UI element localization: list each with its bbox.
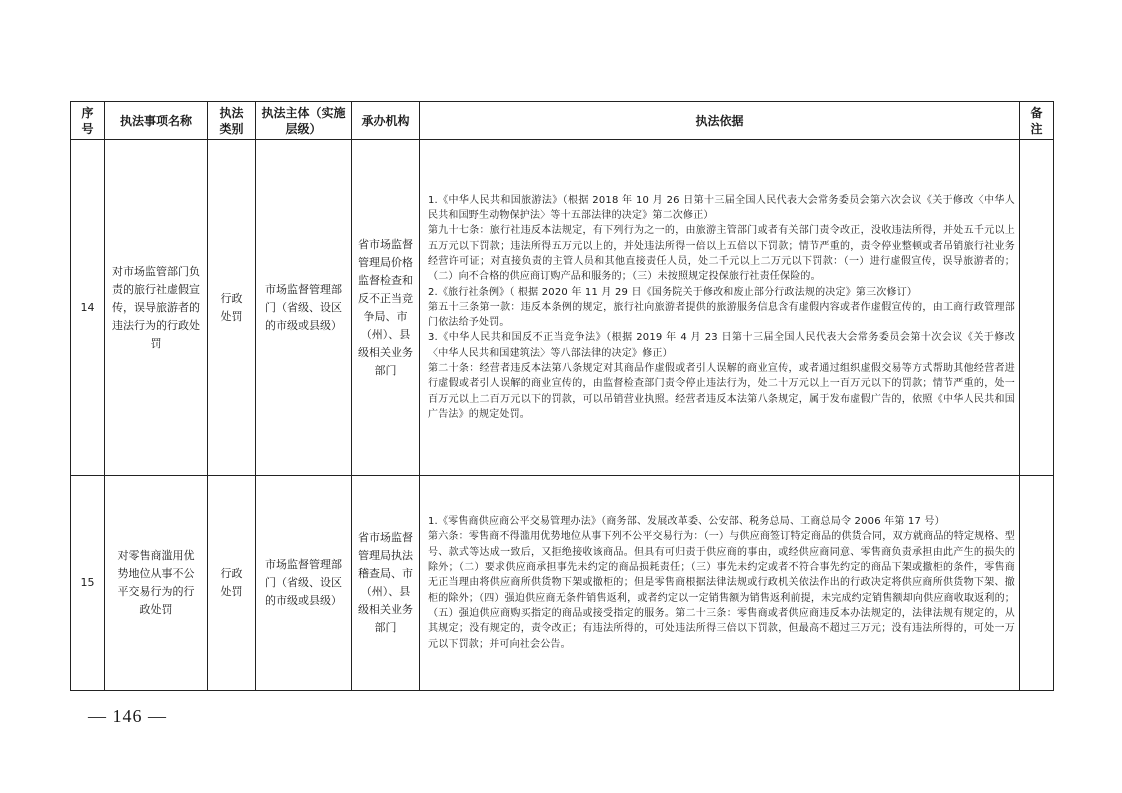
- basis-paragraph: 第九十七条：旅行社违反本法规定，有下列行为之一的，由旅游主管部门或者有关部门责令改正，没收违法所得，并处五千元以上五万元以下罚款；违法所得五万元以上的，并处违法所得一倍以上五倍以下罚款；情节严重的，责令停业整顿或者吊销旅行社业务经营许可证；对直接负责的主管人员和其他直接责任人员，处二千元以上二万元以下罚款：（一）进行虚假宣传，误导旅游者的；（二）向不合格的供应商订购产品和服务的；（三）未按照规定投保旅行社责任保险的。: [428, 225, 1015, 283]
- header-type: 执法类别: [208, 102, 256, 140]
- table-row: [71, 476, 1054, 691]
- cell-type: 行政处罚: [208, 140, 256, 476]
- table-row: [71, 140, 1054, 476]
- basis-paragraph: 3.《中华人民共和国反不正当竞争法》（根据 2019 年 4 月 23 日第十三届全国人民代表大会常务委员会第十次会议《关于修改〈中华人民共和国建筑法〉等八部法律的决定》修正）: [428, 332, 1015, 359]
- page-number: — 146 —: [88, 706, 167, 726]
- header-seq: 序号: [71, 102, 105, 140]
- cell-agency: 省市场监督管理局价格监督检查和反不正当竞争局、市（州）、县级相关业务部门: [352, 140, 420, 476]
- table-header-row: [71, 102, 1054, 140]
- cell-seq: 14: [71, 140, 105, 476]
- basis-paragraph: 第二十条：经营者违反本法第八条规定对其商品作虚假或者引人误解的商业宣传，或者通过组织虚假交易等方式帮助其他经营者进行虚假或者引人误解的商业宣传的，由监督检查部门责令停止违法行为，处二十万元以上一百万元以下的罚款；情节严重的，处一百万元以上二百万元以下的罚款，可以吊销营业执照。经营者违反本法第八条规定，属于发布虚假广告的，依照《中华人民共和国广告法》的规定处罚。: [428, 363, 1015, 420]
- basis-paragraph: 第五十三条第一款：违反本条例的规定，旅行社向旅游者提供的旅游服务信息含有虚假内容或者作虚假宣传的，由工商行政管理部门依法给予处罚。: [428, 301, 1015, 329]
- basis-paragraph: 2.《旅行社条例》（ 根据 2020 年 11 月 29 日《国务院关于修改和废止部分行政法规的决定》第三次修订）: [428, 286, 918, 298]
- cell-type: 行政处罚: [208, 476, 256, 691]
- header-subject: 执法主体（实施层级）: [256, 102, 352, 140]
- cell-basis: [420, 140, 1020, 476]
- cell-seq: 15: [71, 476, 105, 691]
- basis-paragraph: 1.《中华人民共和国旅游法》（根据 2018 年 10 月 26 日第十三届全国人民代表大会常务委员会第六次会议《关于修改〈中华人民共和国野生动物保护法〉等十五部法律的决定》第二次修正）: [428, 194, 1015, 222]
- cell-subject: 市场监督管理部门（省级、设区的市级或县级）: [256, 476, 352, 691]
- cell-name: 对零售商滥用优势地位从事不公平交易行为的行政处罚: [105, 476, 208, 691]
- cell-subject: 市场监督管理部门（省级、设区的市级或县级）: [256, 140, 352, 476]
- law-enforcement-table: [70, 101, 1054, 691]
- basis-paragraph: 第六条：零售商不得滥用优势地位从事下列不公平交易行为：（一）与供应商签订特定商品的供货合同，双方就商品的特定规格、型号、款式等达成一致后，又拒绝接收该商品。但具有可归责于供应商的事由，或经供应商同意、零售商负责承担由此产生的损失的除外；（二）要求供应商承担事先未约定的商品损耗责任；（三）事先未约定或者不符合事先约定的商品下架或撤柜的条件，零售商无正当理由将供应商所供货物下架或撤柜的；但是零售商根据法律法规或行政机关依法作出的行政决定将供应商所供货物下架、撤柜的除外；（四）强迫供应商无条件销售返利，或者约定以一定销售额为销售返利前提，未完成约定销售额却向供应商收取返利的；（五）强迫供应商购买指定的商品或接受指定的服务。第二十三条：零售商或者供应商违反本办法规定的，法律法规有规定的，从其规定；没有规定的，责令改正；有违法所得的，可处违法所得三倍以下罚款，但最高不超过三万元；没有违法所得的，可处一万元以下罚款；并可向社会公告。: [428, 531, 1015, 650]
- cell-agency: 省市场监督管理局执法稽查局、市（州）、县级相关业务部门: [352, 476, 420, 691]
- header-basis: 执法依据: [420, 102, 1020, 140]
- cell-basis: [420, 476, 1020, 691]
- cell-remark: [1020, 476, 1054, 691]
- header-name: 执法事项名称: [105, 102, 208, 140]
- header-agency: 承办机构: [352, 102, 420, 140]
- header-remark: 备注: [1020, 102, 1054, 140]
- cell-remark: [1020, 140, 1054, 476]
- cell-name: 对市场监管部门负责的旅行社虚假宣传，误导旅游者的违法行为的行政处罚: [105, 140, 208, 476]
- basis-paragraph: 1.《零售商供应商公平交易管理办法》（商务部、发展改革委、公安部、税务总局、工商总局令 2006 年第 17 号）: [428, 516, 945, 528]
